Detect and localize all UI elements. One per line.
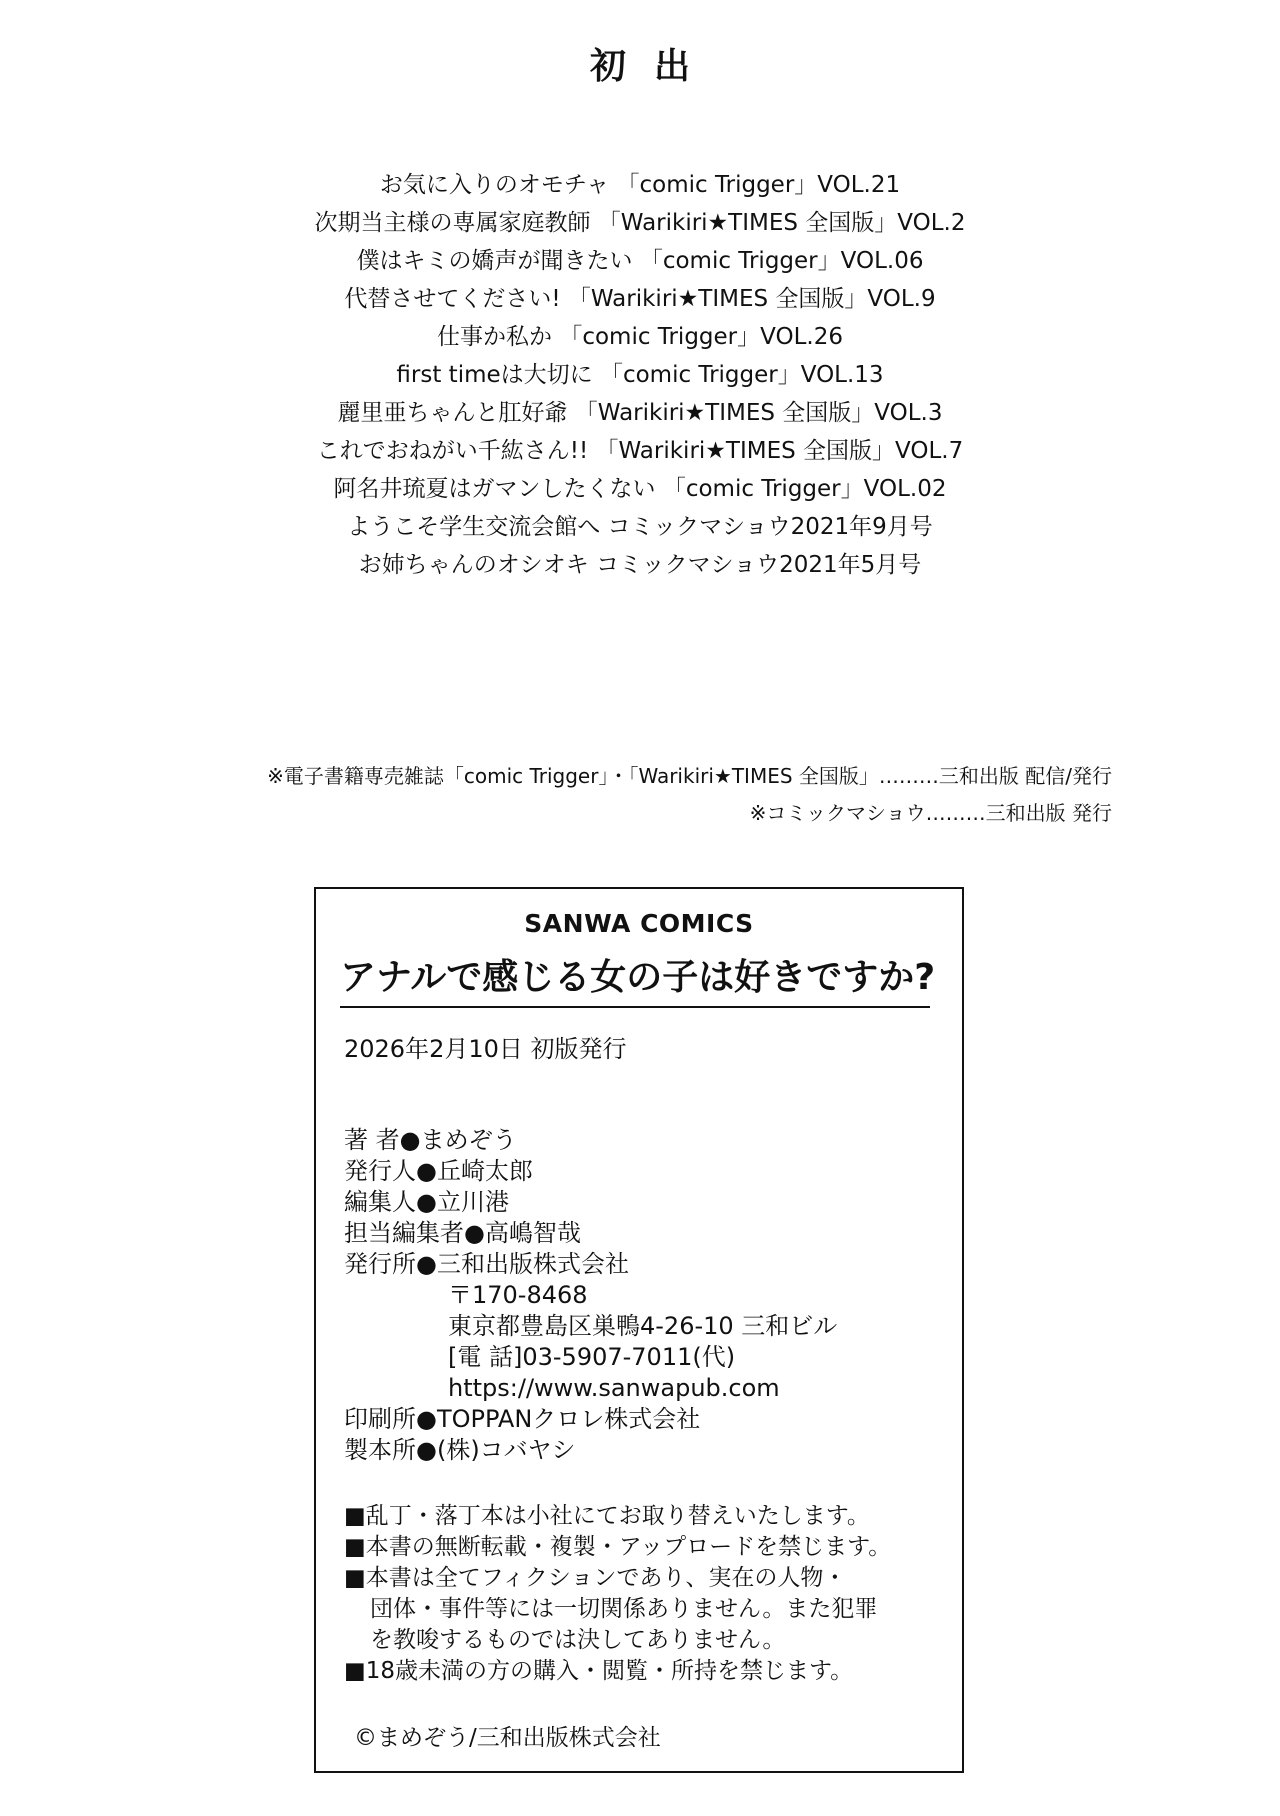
credit-value: まめぞう [420, 1126, 517, 1154]
publication-date: 2026年2月10日 初版発行 [344, 1035, 627, 1063]
bullet-icon: ● [416, 1250, 437, 1278]
source-line: お気に入りのオモチャ 「comic Trigger」VOL.21 [379, 172, 901, 198]
credit-value: 立川港 [436, 1188, 509, 1216]
postal-code: 〒170-8468 [448, 1281, 588, 1309]
source-line: 僕はキミの嬌声が聞きたい 「comic Trigger」VOL.06 [356, 248, 924, 274]
credit-label: 担当編集者 [344, 1219, 464, 1247]
notice-line: ■乱丁・落丁本は小社にてお取り替えいたします。 [344, 1503, 870, 1529]
bullet-icon: ● [416, 1405, 437, 1433]
notice-line: を教唆するものでは決してありません。 [370, 1627, 786, 1653]
credit-value: 高嶋智哉 [484, 1219, 581, 1247]
bullet-icon: ● [416, 1157, 437, 1185]
notice-line: ■本書の無断転載・複製・アップロードを禁じます。 [344, 1534, 892, 1560]
credit-label: 発行所 [344, 1250, 416, 1278]
credit-label: 印刷所 [344, 1405, 416, 1433]
colophon-box [314, 887, 964, 1773]
credit-value: 丘崎太郎 [436, 1157, 533, 1185]
notice-line: ■本書は全てフィクションであり、実在の人物・ [344, 1565, 847, 1591]
source-line: 次期当主様の専属家庭教師 「Warikiri★TIMES 全国版」VOL.2 [314, 210, 966, 236]
credit-value: (株)コバヤシ [436, 1436, 576, 1464]
credit-row-printer [344, 1404, 837, 1435]
credit-row-binder [344, 1435, 837, 1466]
credit-row-assigned-editor [344, 1218, 837, 1249]
source-line: first timeは大切に 「comic Trigger」VOL.13 [396, 362, 884, 388]
credit-row-publisher-person [344, 1156, 837, 1187]
book-title: アナルで感じる女の子は好きですか? [340, 949, 930, 1008]
website-url: https://www.sanwapub.com [448, 1374, 780, 1402]
credit-row-author [344, 1125, 837, 1156]
copyright-line: ©まめぞう/三和出版株式会社 [354, 1725, 661, 1751]
source-line: 仕事か私か 「comic Trigger」VOL.26 [437, 324, 843, 350]
source-line: 阿名井琉夏はガマンしたくない 「comic Trigger」VOL.02 [333, 476, 947, 502]
credit-row-publisher [344, 1249, 837, 1280]
credit-label: 編集人 [344, 1188, 416, 1216]
source-line: お姉ちゃんのオシオキ コミックマショウ2021年5月号 [358, 552, 922, 578]
credit-row-editor [344, 1187, 837, 1218]
legal-notices [344, 1501, 944, 1687]
credit-label: 製本所 [344, 1436, 416, 1464]
credit-value: TOPPANクロレ株式会社 [436, 1405, 701, 1433]
source-line: 代替させてください! 「Warikiri★TIMES 全国版」VOL.9 [344, 286, 936, 312]
notice-line: 団体・事件等には一切関係ありません。また犯罪 [370, 1596, 878, 1622]
bullet-icon: ● [399, 1126, 421, 1154]
publisher-address [344, 1280, 837, 1404]
first-publication-list [0, 166, 1280, 584]
credits-list [344, 1125, 837, 1466]
brand-label: SANWA COMICS [524, 909, 754, 938]
credit-label: 著 者 [344, 1126, 400, 1154]
bullet-icon: ● [416, 1436, 437, 1464]
bullet-icon: ● [416, 1188, 437, 1216]
source-line: ようこそ学生交流会館へ コミックマショウ2021年9月号 [347, 514, 933, 540]
source-line: これでおねがい千紘さん!! 「Warikiri★TIMES 全国版」VOL.7 [316, 438, 964, 464]
phone-number: [電 話]03-5907-7011(代) [448, 1343, 736, 1371]
note-line: ※電子書籍専売雑誌「comic Trigger」・「Warikiri★TIMES 全国版」………三和出版 配信/発行 [267, 764, 1112, 788]
page-title: 初出 [589, 46, 718, 87]
street-address: 東京都豊島区巣鴨4-26-10 三和ビル [448, 1312, 838, 1340]
notice-line: ■18歳未満の方の購入・閲覧・所持を禁じます。 [344, 1658, 854, 1684]
credit-label: 発行人 [344, 1157, 416, 1185]
source-line: 麗里亜ちゃんと肛好爺 「Warikiri★TIMES 全国版」VOL.3 [337, 400, 943, 426]
bullet-icon: ● [464, 1219, 485, 1247]
credit-value: 三和出版株式会社 [436, 1250, 629, 1278]
note-line: ※コミックマショウ………三和出版 発行 [749, 801, 1112, 825]
publisher-notes [267, 758, 1112, 832]
